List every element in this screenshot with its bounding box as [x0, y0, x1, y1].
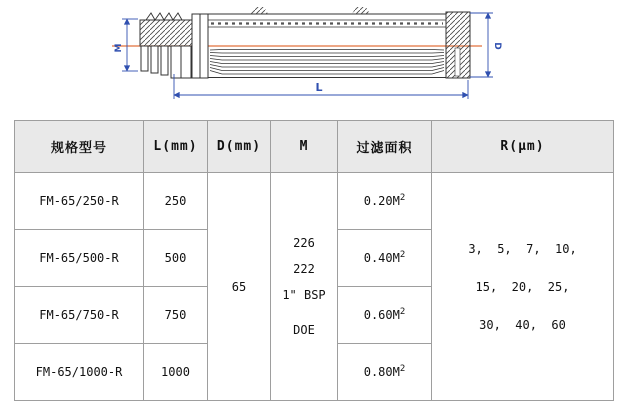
area-cell — [338, 344, 432, 401]
area-value: 0.80M — [363, 365, 400, 379]
right-end-cap — [446, 12, 470, 78]
area-value: 0.40M — [363, 251, 400, 265]
header-micron: R(μm) — [432, 121, 614, 173]
model-cell: FM-65/500-R — [15, 230, 144, 287]
weld-mark-left — [250, 7, 268, 14]
left-end-cap — [192, 14, 208, 78]
dim-l-label: L — [315, 81, 323, 94]
diameter-cell: 65 — [208, 173, 271, 401]
table-row — [15, 173, 614, 230]
interface-line: 1" BSP — [282, 288, 326, 302]
dim-m-label: M — [114, 43, 124, 53]
length-cell: 250 — [144, 173, 208, 230]
model-cell: FM-65/1000-R — [15, 344, 144, 401]
length-cell: 500 — [144, 230, 208, 287]
micron-line: 3, 5, 7, 10, — [468, 241, 577, 256]
area-cell — [338, 173, 432, 230]
header-interface: M — [271, 121, 338, 173]
left-thread-fitting — [140, 13, 192, 78]
area-superscript: 2 — [399, 307, 406, 317]
interface-line: 226 — [293, 236, 315, 250]
area-superscript: 2 — [399, 250, 406, 260]
micron-cell — [432, 173, 614, 401]
area-superscript: 2 — [399, 193, 406, 203]
header-filter-area: 过滤面积 — [338, 121, 432, 173]
area-superscript: 2 — [399, 364, 406, 374]
header-row — [15, 121, 614, 173]
spec-table — [14, 120, 614, 401]
pleated-media — [208, 50, 446, 78]
interface-line: DOE — [293, 323, 315, 337]
weld-mark-right — [352, 7, 370, 14]
header-diameter: D(mm) — [208, 121, 271, 173]
model-cell: FM-65/750-R — [15, 287, 144, 344]
filter-cartridge-drawing — [0, 0, 627, 118]
area-cell — [338, 287, 432, 344]
length-cell: 750 — [144, 287, 208, 344]
header-model: 规格型号 — [15, 121, 144, 173]
area-cell — [338, 230, 432, 287]
length-cell: 1000 — [144, 344, 208, 401]
dim-d-label: D — [492, 42, 502, 50]
dimension-d — [470, 13, 502, 77]
area-value: 0.20M — [363, 194, 400, 208]
micron-line: 30, 40, 60 — [479, 317, 566, 332]
interface-cell — [271, 173, 338, 401]
header-length: L(mm) — [144, 121, 208, 173]
micron-line: 15, 20, 25, — [475, 279, 570, 294]
dimension-m — [114, 19, 138, 71]
interface-line: 222 — [293, 262, 315, 276]
area-value: 0.60M — [363, 308, 400, 322]
model-cell: FM-65/250-R — [15, 173, 144, 230]
perforated-cage — [208, 14, 446, 27]
